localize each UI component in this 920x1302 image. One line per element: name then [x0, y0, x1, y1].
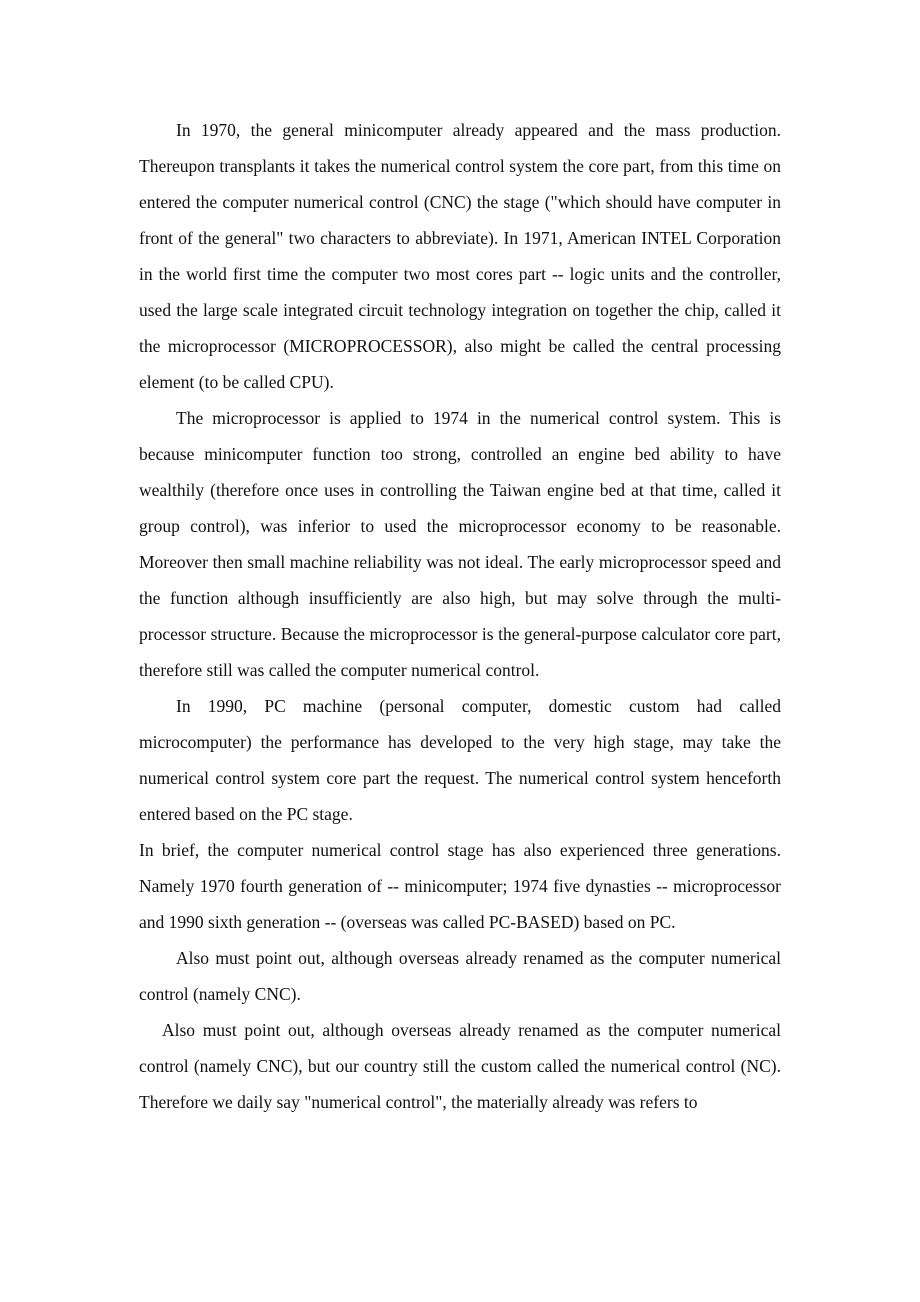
document-body	[139, 112, 781, 1120]
paragraph-microprocessor: The microprocessor is applied to 1974 in the numerical control system. This is because minicomputer function too strong, controlled an engine bed ability to have wealthily (therefore once uses in controlling the Taiwan engine bed at that time, called it group control), was inferior to used the microprocessor economy to be reasonable. Moreover then small machine reliability was not ideal. The early microprocessor speed and the function although insufficiently are also high, but may solve through the multi-processor structure. Because the microprocessor is the general-purpose calculator core part, therefore still was called the computer numerical control.	[139, 408, 781, 680]
paragraph-cnc-naming: Also must point out, although overseas already renamed as the computer numerical control (namely CNC).	[139, 948, 781, 1004]
paragraph-pc-stage: In 1990, PC machine (personal computer, domestic custom had called microcomputer) the performance has developed to the very high stage, may take the numerical control system core part the request. The numerical control system henceforth entered based on the PC stage.	[139, 696, 781, 824]
paragraph-cnc-origin: In 1970, the general minicomputer already appeared and the mass production. Thereupon transplants it takes the numerical control system the core part, from this time on entered the computer numerical control (CNC) the stage ("which should have computer in front of the general" two characters to abbreviate). In 1971, American INTEL Corporation in the world first time the computer two most cores part -- logic units and the controller, used the large scale integrated circuit technology integration on together the chip, called it the microprocessor (MICROPROCESSOR), also might be called the central processing element (to be called CPU).	[139, 120, 781, 392]
paragraph-generations-summary: In brief, the computer numerical control stage has also experienced three generations. Namely 1970 fourth generation of -- minicomputer; 1974 five dynasties -- microprocessor and 1990 sixth generation -- (overseas was called PC-BASED) based on PC.	[139, 840, 781, 932]
paragraph-nc-custom: Also must point out, although overseas already renamed as the computer numerical control (namely CNC), but our country still the custom called the numerical control (NC). Therefore we daily say "numerical control", the materially already was refers to	[139, 1020, 781, 1112]
